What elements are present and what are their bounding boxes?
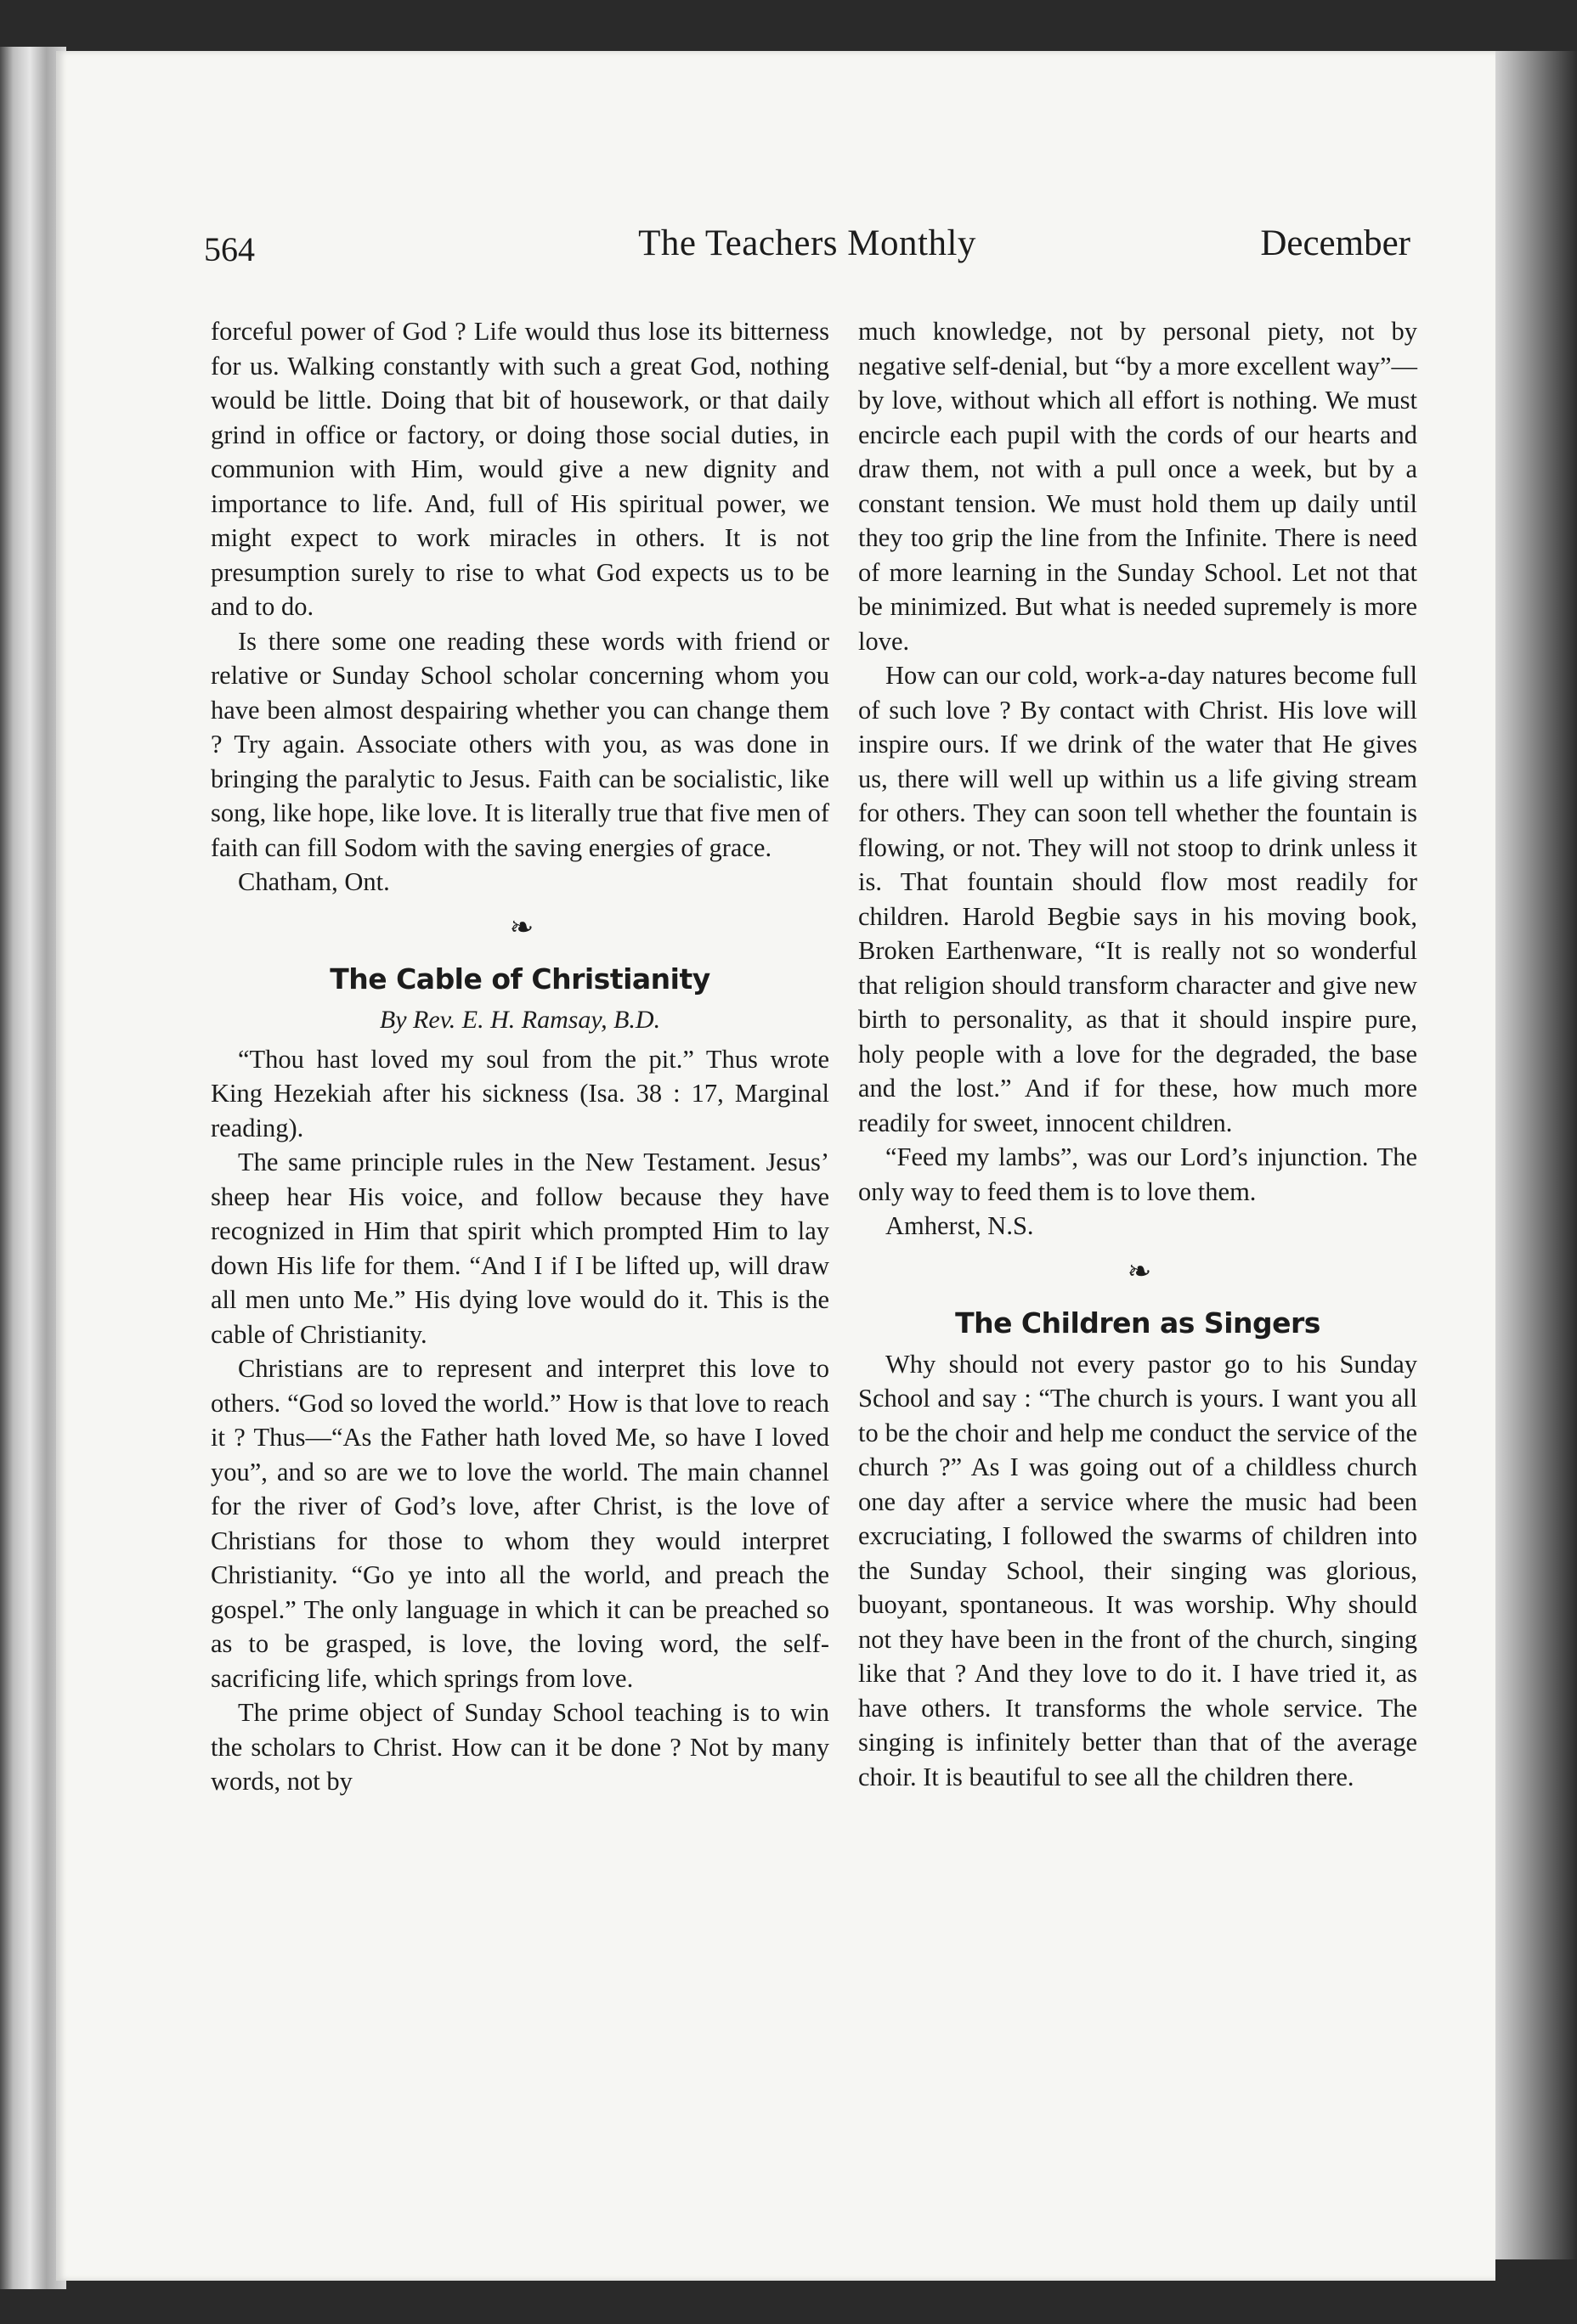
paragraph: “Feed my lambs”, was our Lord’s injunction. The only way to feed them is to love them.: [858, 1142, 1417, 1206]
section-heading: The Children as Singers: [955, 1306, 1320, 1340]
paragraph: The same principle rules in the New Testament. Jesus’ sheep hear His voice, and follow because they have recognized in Him that spirit which prompted Him to lay down His life for them. “And I if I be lifted up, will draw all men unto Me.” His dying love would do it. This is the cable of Christianity.: [211, 1148, 829, 1349]
right-column: [858, 314, 1417, 1794]
author-byline: By Rev. E. H. Ramsay, B.D.: [379, 1005, 661, 1034]
section-heading: The Cable of Christianity: [330, 962, 710, 996]
publication-title: The Teachers Monthly: [638, 223, 976, 263]
paragraph: “Thou hast loved my soul from the pit.” Thus wrote King Hezekiah after his sickness (Isa. 38 : 17, Marginal reading).: [211, 1044, 829, 1142]
paragraph: The prime object of Sunday School teaching is to win the scholars to Christ. How can it be done ? Not by many words, not by: [211, 1698, 829, 1796]
fleuron-ornament-icon: ❧: [1127, 1255, 1149, 1288]
signature-location: Amherst, N.S.: [885, 1211, 1034, 1240]
paragraph: forceful power of God ? Life would thus lose its bitterness for us. Walking constantly with such a great God, nothing would be little. Doing that bit of housework, or that daily grind in office or factory, or doing those social duties, in communion with Him, would give a new dignity and importance to life. And, full of His spiritual power, we might expect to work miracles in others. It is not presumption surely to rise to what God expects us to be and to do.: [211, 317, 829, 621]
fleuron-ornament-icon: ❧: [509, 911, 531, 944]
left-column: [211, 314, 829, 1799]
signature-location: Chatham, Ont.: [238, 867, 390, 896]
running-header: [204, 185, 1410, 279]
paragraph: much knowledge, not by personal piety, not by negative self-denial, but “by a more excellent way”—by love, without which all effort is nothing. We must encircle each pupil with the cords of our hearts and draw them, not with a pull once a week, but by a constant tension. We must hold them up daily until they too grip the line from the Infinite. There is need of more learning in the Sunday School. Let not that be minimized. But what is needed supremely is more love.: [858, 317, 1417, 656]
paragraph: Is there some one reading these words with friend or relative or Sunday School scholar concerning whom you have been almost despairing whether you can change them ? Try again. Associate others with you, as was done in bringing the paralytic to Jesus. Faith can be socialistic, like song, like hope, like love. It is literally true that five men of faith can fill Sodom with the saving energies of grace.: [211, 626, 829, 862]
issue-month: December: [1260, 223, 1410, 263]
paragraph: Why should not every pastor go to his Sunday School and say : “The church is yours. I want you all to be the choir and help me conduct the service of the church ?” As I was going out of a childless church one day after a service where the music had been excruciating, I followed the swarms of children into the Sunday School, their singing was glorious, buoyant, spontaneous. It was worship. Why should not they have been in the front of the church, singing like that ? And they love to do it. I have tried it, as have others. It transforms the whole service. The singing is infinitely better than that of the average choir. It is beautiful to see all the children there.: [858, 1349, 1417, 1791]
page-edge-shadow: [1489, 51, 1577, 2259]
paragraph: Christians are to represent and interpret this love to others. “God so loved the world.” How is that love to reach it ? Thus—“As the Father hath loved Me, so have I loved you”, and so are we to love the world. The main channel for the river of God’s love, after Christ, is the love of Christians for those to whom they would interpret Christianity. “Go ye into all the world, and preach the gospel.” The only language in which it can be preached so as to be grasped, is love, the loving word, the self-sacrificing life, which springs from love.: [211, 1354, 829, 1693]
page-number: 564: [204, 230, 255, 268]
paragraph: How can our cold, work-a-day natures become full of such love ? By contact with Christ. His love will inspire ours. If we drink of the water that He gives us, there will well up within us a life giving stream for others. They can soon tell whether the fountain is flowing, or not. They will not stoop to drink unless it is. That fountain should flow most readily for children. Harold Begbie says in his moving book, Broken Earthenware, “It is really not so wonderful that religion should transform character and give new birth to personality, as that it should inspire pure, holy people with a love for the degraded, the base and the lost.” And if for these, how much more readily for sweet, innocent children.: [858, 661, 1417, 1137]
